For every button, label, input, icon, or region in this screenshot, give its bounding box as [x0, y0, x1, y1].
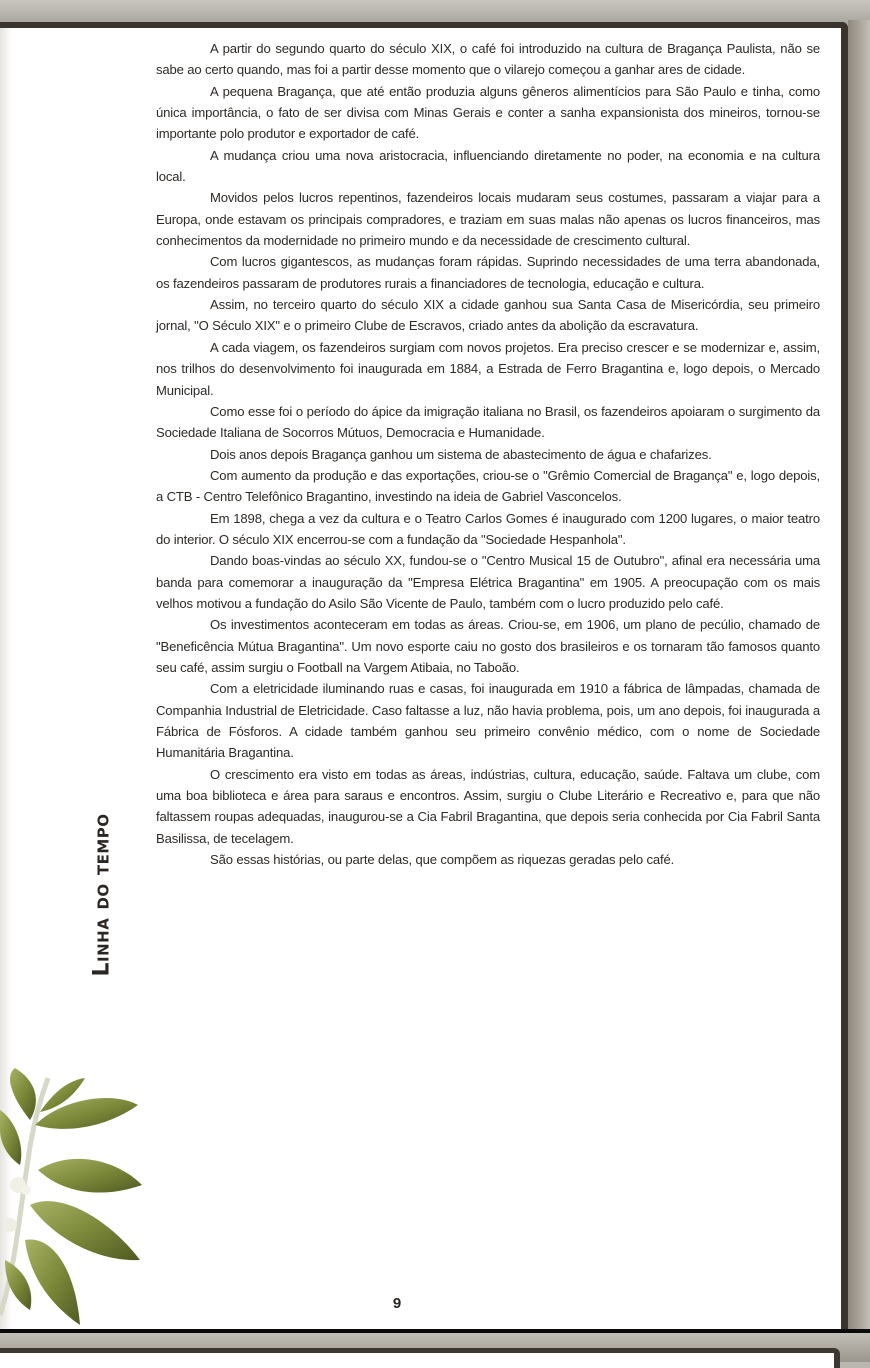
book-gutter — [848, 20, 870, 1330]
paragraph: O crescimento era visto em todas as áreas, indústrias, cultura, educação, saúde. Faltava um clube, com uma boa biblioteca e área para saraus e encontros. Assim, surgiu o Clube Literário e Recreativo e, para que não faltassem roupas adequadas, inaugurou-se a Cia Fabril Bragantina, que depois seria conhecida por Cia Fabril Santa Basilissa, de tecelagem. — [156, 766, 820, 846]
next-page-edge — [0, 1348, 840, 1368]
paragraph: A partir do segundo quarto do século XIX, o café foi introduzido na cultura de Bragança Paulista, não se sabe ao certo quando, mas foi a partir desse momento que o vilarejo começou a ganhar ares de cidade. — [156, 41, 820, 78]
paragraph: Com aumento da produção e das exportações, criou-se o "Grêmio Comercial de Bragança" e, logo depois, a CTB - Centro Telefônico Bragantino, investindo na ideia de Gabriel Vasconcelos. — [156, 467, 820, 505]
paragraph: A cada viagem, os fazendeiros surgiam com novos projetos. Era preciso crescer e se modernizar e, assim, nos trilhos do desenvolvimento foi inaugurada em 1884, a Estrada de Ferro Bragantina e, logo depois, o Mercado Municipal. — [156, 339, 820, 398]
paragraph: A mudança criou uma nova aristocracia, influenciando diretamente no poder, na economia e na cultura local. — [156, 147, 820, 185]
paragraph: Como esse foi o período do ápice da imigração italiana no Brasil, os fazendeiros apoiaram o surgimento da Sociedade Italiana de Socorros Mútuos, Democracia e Humanidade. — [156, 403, 820, 441]
section-title — [82, 780, 122, 1010]
section-title-text: Linha do tempo — [89, 813, 115, 977]
leaf — [0, 1110, 21, 1165]
flower — [3, 1218, 17, 1232]
paragraph: Dois anos depois Bragança ganhou um sistema de abastecimento de água e chafarizes. — [210, 446, 712, 462]
paragraph: Com lucros gigantescos, as mudanças foram rápidas. Suprindo necessidades de uma terra abandonada, os fazendeiros passaram de produtores rurais a financiadores de tecnologia, educação e cultura. — [156, 254, 820, 291]
paragraph: Os investimentos aconteceram em todas as áreas. Criou-se, em 1906, um plano de pecúlio, chamado de "Beneficência Mútua Bragantina". Um novo esporte caiu no gosto dos brasileiros e os tornaram tão famosos quanto seu café, assim surgiu o Football na Vargem Atibaia, no Taboão. — [156, 617, 820, 675]
body-text — [156, 38, 820, 870]
paragraph: Em 1898, chega a vez da cultura e o Teatro Carlos Gomes é inaugurado com 1200 lugares, o maior teatro do interior. O século XIX encerrou-se com a fundação da "Sociedade Hespanhola". — [156, 510, 820, 547]
paragraph: Assim, no terceiro quarto do século XIX a cidade ganhou sua Santa Casa de Misericórdia, seu primeiro jornal, "O Século XIX" e o primeiro Clube de Escravos, criado antes da abolição da escravatura. — [156, 297, 820, 334]
paragraph: Com a eletricidade iluminando ruas e casas, foi inaugurada em 1910 a fábrica de lâmpadas, chamada de Companhia Industrial de Eletricidade. Caso faltasse a luz, não havia problema, pois, um ano depois, foi inaugurada a Fábrica de Fósforos. A cidade também ganhou seu primeiro convênio médico, com o nome de Sociedade Humanitária Bragantina. — [156, 681, 820, 761]
background-shade — [0, 0, 870, 24]
leaf — [10, 1068, 36, 1120]
leaf — [25, 1239, 80, 1325]
page-number: 9 — [392, 1295, 402, 1312]
coffee-plant-illustration — [0, 1050, 150, 1330]
leaf — [38, 1159, 142, 1193]
paragraph: Dando boas-vindas ao século XX, fundou-se o "Centro Musical 15 de Outubro", afinal era necessária uma banda para comemorar a inauguração da "Empresa Elétrica Bragantina" em 1905. A preocupação com os mais velhos motivou a fundação do Asilo São Vicente de Paulo, também com o lucro produzido pelo café. — [156, 553, 820, 611]
flower — [21, 1185, 31, 1195]
paragraph: Movidos pelos lucros repentinos, fazendeiros locais mudaram seus costumes, passaram a viajar para a Europa, onde estavam os principais compradores, e traziam em suas malas não apenas os lucros financeiros, mas conhecimentos da modernidade no primeiro mundo e da necessidade de crescimento cultural. — [156, 190, 820, 249]
paragraph: São essas histórias, ou parte delas, que compõem as riquezas geradas pelo café. — [210, 852, 675, 868]
paragraph: A pequena Bragança, que até então produzia alguns gêneros alimentícios para São Paulo e tinha, como única importância, o fato de ser divisa com Minas Gerais e conter a sanha expansionista dos mineiros, tornou-se importante polo produtor e exportador de café. — [156, 83, 820, 142]
